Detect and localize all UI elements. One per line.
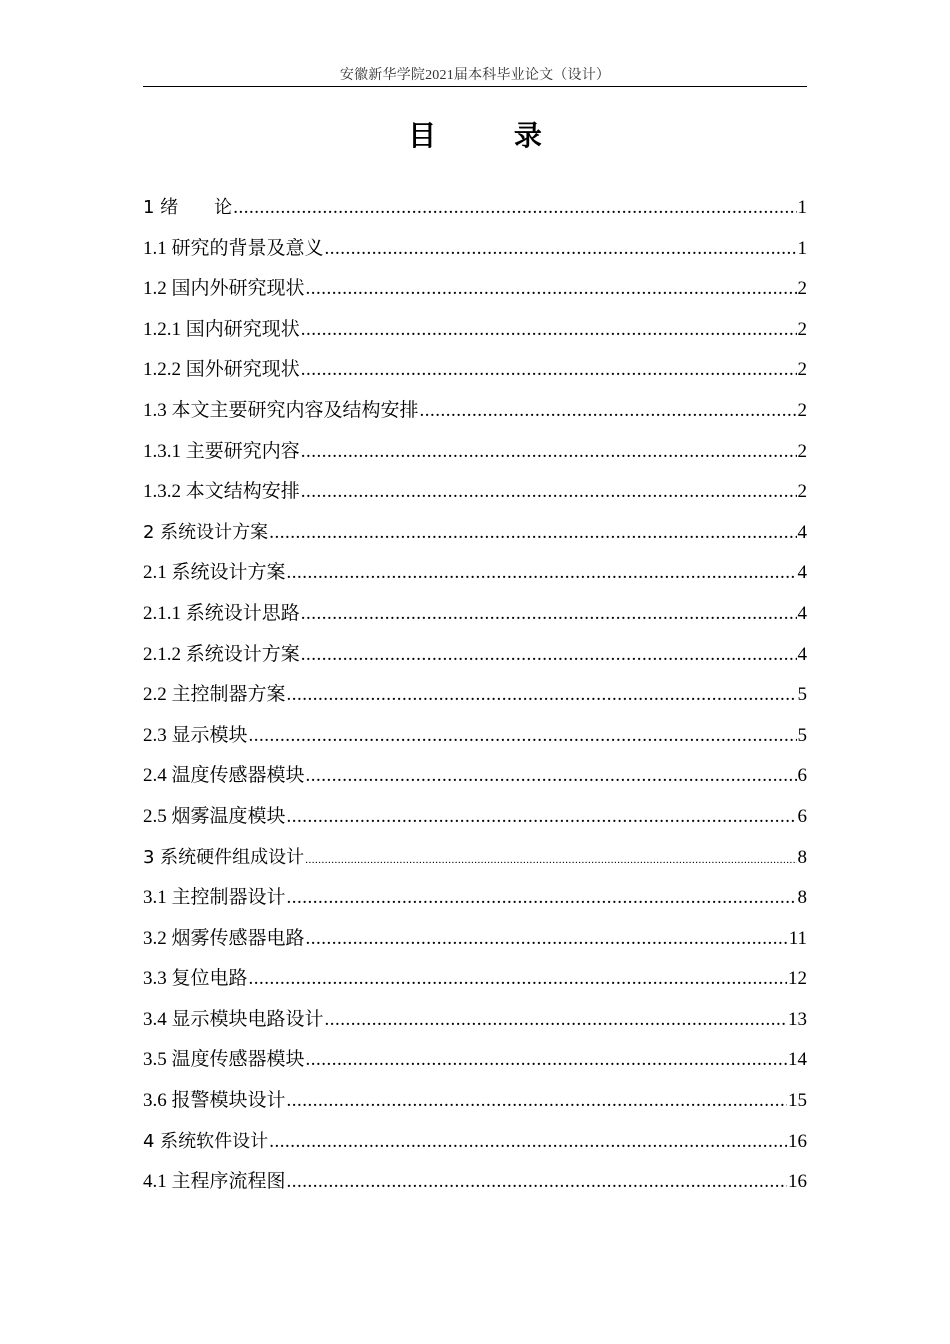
toc-entry-label: 3.2 烟雾传感器电路 (143, 927, 305, 949)
toc-page-number: 11 (788, 927, 807, 949)
toc-entry-label: 2 系统设计方案 (143, 521, 269, 543)
toc-dot-leader (420, 391, 797, 432)
toc-dot-leader (287, 797, 797, 838)
toc-dot-leader (301, 310, 797, 351)
toc-dot-leader (306, 919, 788, 960)
toc-entry[interactable] (143, 391, 807, 432)
toc-entry[interactable] (143, 472, 807, 513)
toc-entry-label: 2.5 烟雾温度模块 (143, 805, 286, 827)
toc-dot-leader (287, 553, 797, 594)
toc-entry-label: 2.2 主控制器方案 (143, 684, 286, 706)
toc-dot-leader (269, 1122, 787, 1163)
toc-title: 目 录 (408, 119, 576, 152)
toc-entry[interactable] (143, 878, 807, 919)
toc-dot-leader (249, 959, 787, 1000)
toc-page-number: 4 (797, 643, 807, 665)
toc-page-number: 2 (797, 359, 807, 381)
toc-dot-leader (306, 756, 797, 797)
toc-entry[interactable] (143, 310, 807, 351)
toc-page-number: 1 (797, 237, 807, 259)
toc-dot-leader (301, 594, 797, 635)
toc-dot-leader (306, 1040, 787, 1081)
toc-page-number: 14 (788, 1049, 807, 1071)
toc-entry[interactable] (143, 838, 807, 879)
toc-entry[interactable] (143, 594, 807, 635)
toc-entry[interactable] (143, 1040, 807, 1081)
toc-page-number: 2 (797, 278, 807, 300)
toc-page-number: 2 (797, 481, 807, 503)
toc-page-number: 6 (797, 765, 807, 787)
toc-entry-label: 1.2.1 国内研究现状 (143, 318, 300, 340)
toc-page-number: 4 (797, 521, 807, 543)
toc-entry[interactable] (143, 269, 807, 310)
toc-entry-label: 3.6 报警模块设计 (143, 1090, 286, 1112)
toc-entry[interactable] (143, 350, 807, 391)
toc-entry[interactable] (143, 188, 807, 229)
toc-page-number: 12 (788, 968, 807, 990)
toc-entry[interactable] (143, 1081, 807, 1122)
toc-entry-label: 1.3.1 主要研究内容 (143, 440, 300, 462)
toc-entry[interactable] (143, 716, 807, 757)
toc-dot-leader (287, 878, 797, 919)
toc-entry[interactable] (143, 229, 807, 270)
toc-entry[interactable] (143, 797, 807, 838)
toc-entry-label: 2.1.1 系统设计思路 (143, 602, 300, 624)
toc-page-number: 16 (788, 1130, 807, 1152)
toc-entry[interactable] (143, 513, 807, 554)
toc-dot-leader (269, 513, 796, 554)
toc-entry-label: 1 绪 论 (143, 197, 233, 218)
toc-dot-leader (325, 1000, 787, 1041)
toc-dot-leader (233, 188, 796, 229)
toc-dot-leader (287, 1081, 787, 1122)
toc-page-number: 6 (797, 805, 807, 827)
toc-dot-leader (305, 840, 796, 881)
toc-dot-leader (301, 472, 797, 513)
toc-dot-leader (249, 716, 797, 757)
running-header: 安徽新华学院2021届本科毕业论文（设计） (339, 68, 611, 83)
toc-entry-label: 3 系统硬件组成设计 (143, 846, 305, 868)
toc-page-number: 2 (797, 318, 807, 340)
toc-entry-label: 2.4 温度传感器模块 (143, 765, 305, 787)
toc-entry[interactable] (143, 1162, 807, 1203)
toc-entry[interactable] (143, 959, 807, 1000)
toc-page-number: 8 (797, 846, 807, 868)
toc-dot-leader (301, 350, 797, 391)
toc-entry-label: 4 系统软件设计 (143, 1130, 269, 1152)
toc-entry-label: 1.1 研究的背景及意义 (143, 237, 324, 259)
toc-page-number: 15 (788, 1090, 807, 1112)
toc-entry-label: 3.1 主控制器设计 (143, 887, 286, 909)
toc-entry-label: 1.3 本文主要研究内容及结构安排 (143, 399, 419, 421)
toc-dot-leader (306, 269, 797, 310)
toc-entry[interactable] (143, 756, 807, 797)
toc-entry-label: 2.3 显示模块 (143, 724, 248, 746)
toc-page-number: 4 (797, 562, 807, 584)
toc-entry[interactable] (143, 635, 807, 676)
toc-entry-label: 1.2 国内外研究现状 (143, 278, 305, 300)
header-rule (143, 86, 807, 87)
toc-dot-leader (301, 635, 797, 676)
toc-entry-label: 2.1 系统设计方案 (143, 562, 286, 584)
toc-page-number: 2 (797, 440, 807, 462)
toc-dot-leader (325, 229, 797, 270)
toc-entry[interactable] (143, 919, 807, 960)
toc-page-number: 16 (788, 1171, 807, 1193)
toc-entry-label: 4.1 主程序流程图 (143, 1171, 286, 1193)
toc-page-number: 2 (797, 399, 807, 421)
toc-page-number: 5 (797, 684, 807, 706)
toc-dot-leader (287, 675, 797, 716)
toc-page-number: 4 (797, 602, 807, 624)
toc-page-number: 1 (797, 197, 807, 218)
toc-page-number: 13 (788, 1008, 807, 1030)
toc-entry-label: 1.3.2 本文结构安排 (143, 481, 300, 503)
toc-entry[interactable] (143, 432, 807, 473)
toc-entry[interactable] (143, 675, 807, 716)
toc-dot-leader (287, 1162, 787, 1203)
toc-entry[interactable] (143, 1122, 807, 1163)
toc-entry-label: 3.5 温度传感器模块 (143, 1049, 305, 1071)
toc-dot-leader (301, 432, 797, 473)
toc-entry-label: 3.4 显示模块电路设计 (143, 1008, 324, 1030)
toc-page-number: 5 (797, 724, 807, 746)
toc-entry-label: 1.2.2 国外研究现状 (143, 359, 300, 381)
toc-entry-label: 3.3 复位电路 (143, 968, 248, 990)
toc-page-number: 8 (797, 887, 807, 909)
toc-entry-label: 2.1.2 系统设计方案 (143, 643, 300, 665)
toc-entry[interactable] (143, 553, 807, 594)
table-of-contents (143, 188, 807, 1203)
toc-entry[interactable] (143, 1000, 807, 1041)
